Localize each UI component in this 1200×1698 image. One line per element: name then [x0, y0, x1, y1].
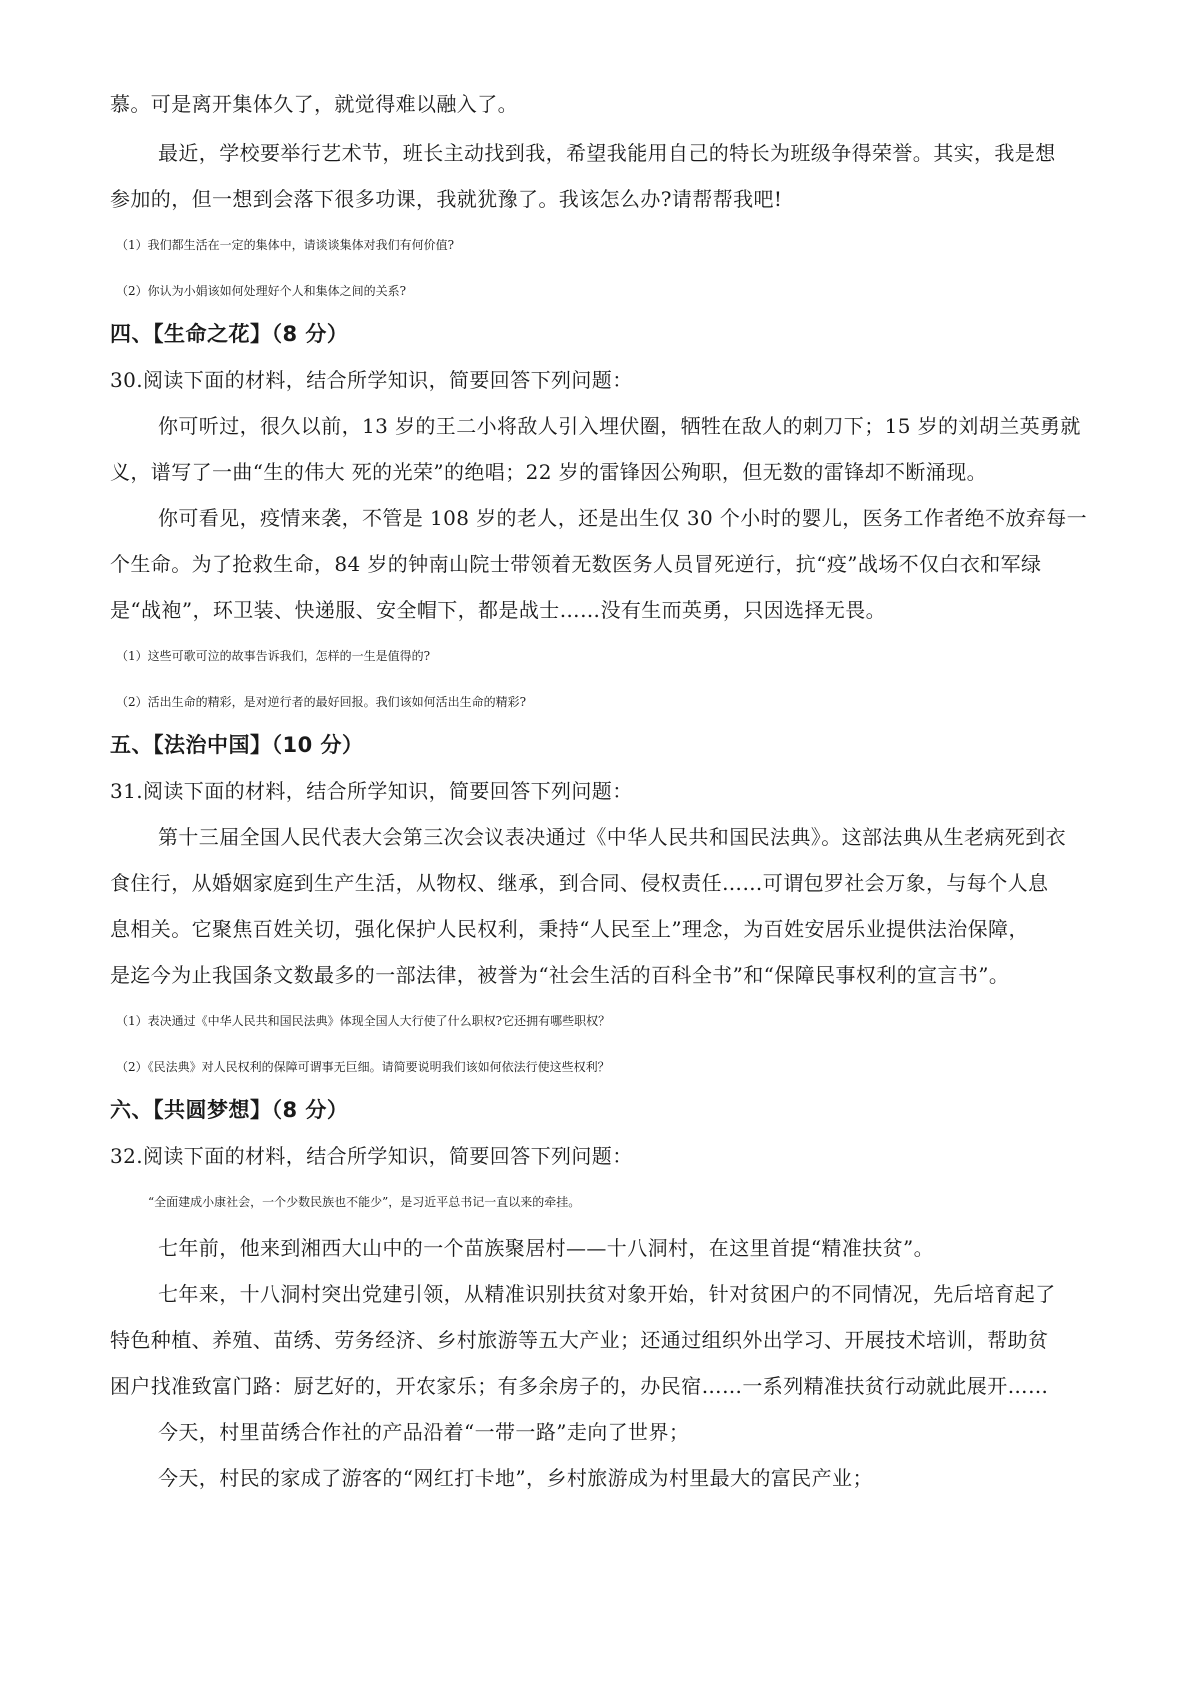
paragraph-line: 你可看见，疫情来袭，不管是 108 岁的老人，还是出生仅 30 个小时的婴儿，医务工作者绝不放弃每一 — [158, 506, 1088, 530]
paragraph-line: 最近，学校要举行艺术节，班长主动找到我，希望我能用自己的特长为班级争得荣誉。其实，我是想 — [158, 141, 1056, 165]
paragraph-line: 七年来，十八洞村突出党建引领，从精准识别扶贫对象开始，针对贫困户的不同情况，先后培育起了 — [158, 1282, 1056, 1306]
question-intro: 30.阅读下面的材料，结合所学知识，简要回答下列问题： — [110, 368, 633, 392]
section-heading: 四、【生命之花】（8 分） — [110, 322, 349, 346]
paragraph-line: 参加的，但一想到会落下很多功课，我就犹豫了。我该怎么办?请帮帮我吧! — [110, 187, 783, 211]
question-item: （2）你认为小娟该如何处理好个人和集体之间的关系? — [116, 284, 407, 298]
paragraph-line: 慕。可是离开集体久了，就觉得难以融入了。 — [110, 92, 518, 116]
paragraph-line: 困户找准致富门路：厨艺好的，开农家乐；有多余房子的，办民宿……一系列精准扶贫行动就此展开…… — [110, 1374, 1049, 1398]
question-item: （2）活出生命的精彩，是对逆行者的最好回报。我们该如何活出生命的精彩? — [116, 695, 527, 709]
section-heading: 六、【共圆梦想】（8 分） — [110, 1098, 349, 1122]
paragraph-line: 你可听过，很久以前，13 岁的王二小将敌人引入埋伏圈，牺牲在敌人的刺刀下；15 岁的刘胡兰英勇就 — [158, 414, 1081, 438]
question-item: （1）我们都生活在一定的集体中，请谈谈集体对我们有何价值? — [116, 238, 455, 252]
paragraph-line: 是“战袍”，环卫装、快递服、安全帽下，都是战士……没有生而英勇，只因选择无畏。 — [110, 598, 887, 622]
paragraph-line: 今天，村民的家成了游客的“网红打卡地”，乡村旅游成为村里最大的富民产业； — [158, 1466, 873, 1490]
question-intro: 32.阅读下面的材料，结合所学知识，简要回答下列问题： — [110, 1144, 633, 1168]
paragraph-line: 今天，村里苗绣合作社的产品沿着“一带一路”走向了世界； — [158, 1420, 690, 1444]
paragraph-line: 息相关。它聚焦百姓关切，强化保护人民权利，秉持“人民至上”理念，为百姓安居乐业提供法治保障， — [110, 917, 1029, 941]
paragraph-line: 特色种植、养殖、苗绣、劳务经济、乡村旅游等五大产业；还通过组织外出学习、开展技术培训，帮助贫 — [110, 1328, 1049, 1352]
paragraph-line: 七年前，他来到湘西大山中的一个苗族聚居村——十八洞村，在这里首提“精准扶贫”。 — [158, 1236, 935, 1260]
question-item: （1）表决通过《中华人民共和国民法典》体现全国人大行使了什么职权?它还拥有哪些职权？ — [116, 1014, 611, 1028]
section-heading: 五、【法治中国】（10 分） — [110, 733, 364, 757]
question-intro: 31.阅读下面的材料，结合所学知识，简要回答下列问题： — [110, 779, 633, 803]
paragraph-line: 第十三届全国人民代表大会第三次会议表决通过《中华人民共和国民法典》。这部法典从生老病死到衣 — [158, 825, 1066, 849]
question-item: （2）《民法典》对人民权利的保障可谓事无巨细。请简要说明我们该如何依法行使这些权利？ — [116, 1060, 610, 1074]
paragraph-line: 是迄今为止我国条文数最多的一部法律，被誉为“社会生活的百科全书”和“保障民事权利的宣言书”。 — [110, 963, 1010, 987]
paragraph-line: “全面建成小康社会，一个少数民族也不能少”，是习近平总书记一直以来的牵挂。 — [148, 1195, 581, 1209]
paragraph-line: 个生命。为了抢救生命，84 岁的钟南山院士带领着无数医务人员冒死逆行，抗“疫”战场不仅白衣和军绿 — [110, 552, 1042, 576]
paragraph-line: 义，谱写了一曲“生的伟大 死的光荣”的绝唱；22 岁的雷锋因公殉职，但无数的雷锋却不断涌现。 — [110, 460, 988, 484]
question-item: （1）这些可歌可泣的故事告诉我们，怎样的一生是值得的? — [116, 649, 431, 663]
paragraph-line: 食住行，从婚姻家庭到生产生活，从物权、继承，到合同、侵权责任……可谓包罗社会万象，与每个人息 — [110, 871, 1049, 895]
